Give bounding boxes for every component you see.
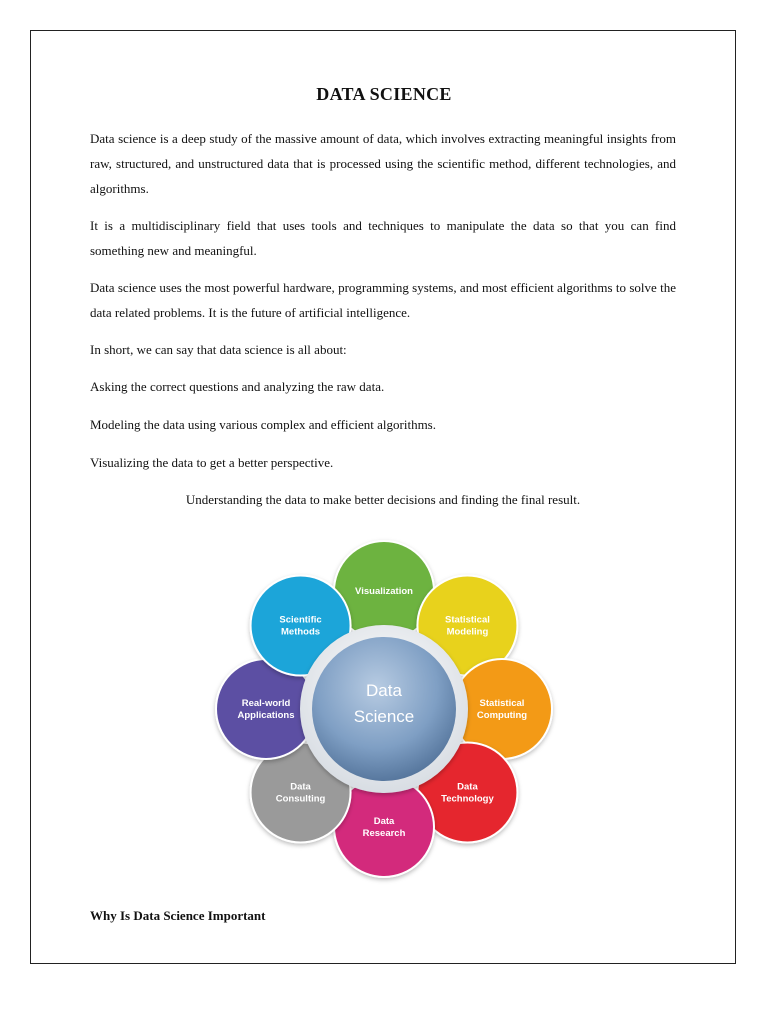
petal-label: Data	[373, 816, 395, 827]
section-heading: Why Is Data Science Important	[90, 908, 266, 923]
petal-label: Technology	[441, 793, 494, 805]
petal-label: Statistical	[444, 614, 490, 626]
data-science-diagram	[210, 526, 558, 886]
petal-label: Data	[457, 781, 478, 793]
paragraph-hardware: Data science uses the most powerful hardware, programming systems, and most efficient algorithms to solve the data related problems. It is the future of artificial intelligence.	[90, 280, 676, 320]
paragraph-in-short: In short, we can say that data science is all about:	[90, 342, 347, 357]
paragraph-modeling: Modeling the data using various complex and efficient algorithms.	[90, 417, 436, 432]
hub-label-line2: Science	[353, 707, 415, 726]
data-science-diagram-svg	[210, 526, 558, 886]
petal-label: Visualization	[355, 586, 413, 597]
petal-label: Applications	[237, 710, 295, 721]
petal-label: Computing	[476, 710, 528, 721]
petal-label: Statistical	[479, 698, 525, 709]
paragraph-asking: Asking the correct questions and analyzing the raw data.	[90, 379, 385, 394]
petal-label: Real-world	[241, 698, 291, 709]
paragraph-definition: Data science is a deep study of the massive amount of data, which involves extracting meaningful insights from raw, structured, and unstructured data that is processed using the scientific method, different technologies, and algorithms.	[90, 131, 676, 196]
paragraph-multidisciplinary: It is a multidisciplinary field that uses tools and techniques to manipulate the data so that you can find something new and meaningful.	[90, 218, 676, 258]
paragraph-visualizing: Visualizing the data to get a better perspective.	[90, 455, 334, 470]
petal-label: Modeling	[446, 626, 489, 638]
petal-label: Methods	[281, 626, 321, 638]
hub-label-line1: Data	[366, 681, 402, 700]
petal-label: Data	[290, 781, 311, 793]
petal-label: Scientific	[279, 614, 322, 626]
petal-label: Research	[362, 828, 406, 839]
petal-label: Consulting	[275, 793, 326, 805]
document-title: DATA SCIENCE	[316, 84, 452, 104]
paragraph-understanding: Understanding the data to make better decisions and finding the final result.	[185, 492, 581, 507]
